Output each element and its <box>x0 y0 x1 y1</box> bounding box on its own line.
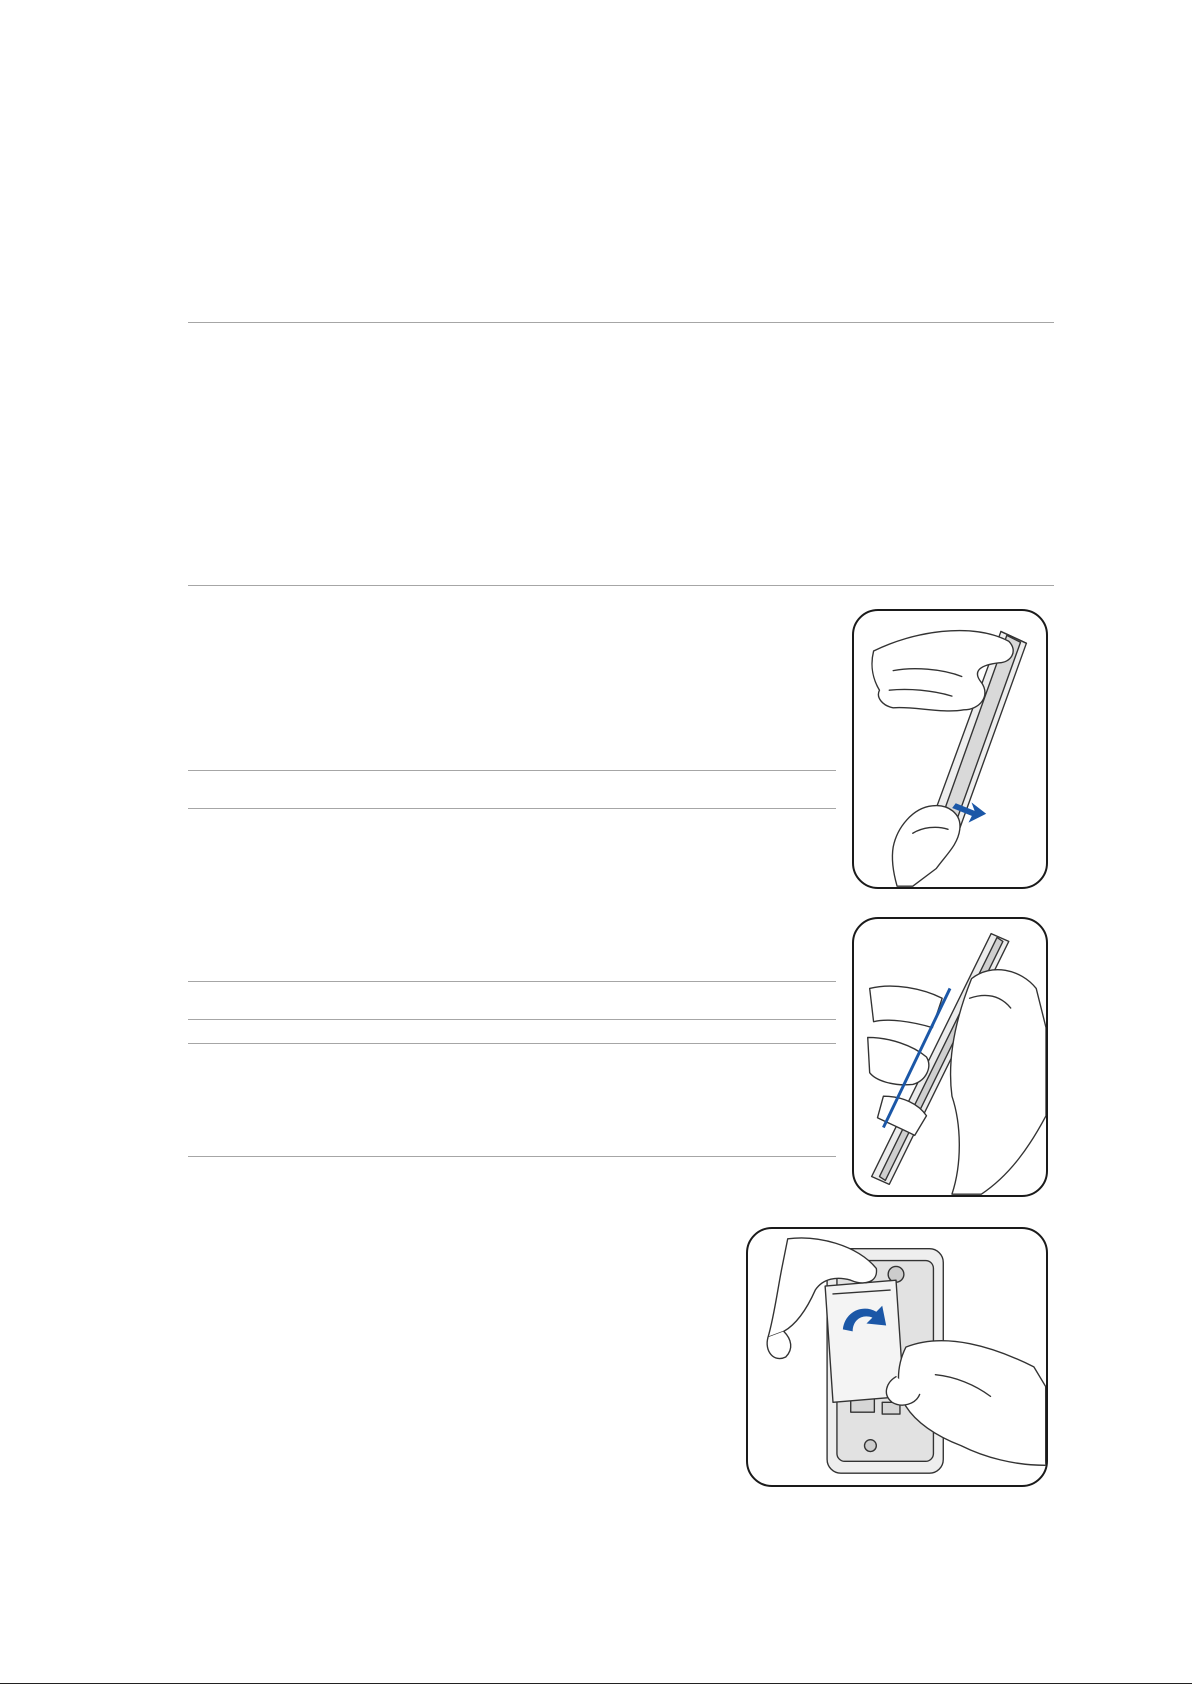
table-row-divider-4 <box>188 1019 836 1020</box>
table-row-divider-6 <box>188 1156 836 1157</box>
pry-cover-illustration <box>852 917 1048 1197</box>
remove-cover-illustration <box>852 609 1048 889</box>
table-row-divider-5 <box>188 1043 836 1044</box>
section-divider-1 <box>188 322 1054 323</box>
footer-rule <box>0 1683 1192 1684</box>
hand-pulling-cover-icon <box>854 611 1046 887</box>
hand-prying-cover-icon <box>854 919 1046 1195</box>
table-row-divider-2 <box>188 808 836 809</box>
table-row-divider-1 <box>188 770 836 771</box>
section-divider-2 <box>188 585 1054 586</box>
battery-removal-icon <box>748 1229 1046 1485</box>
remove-battery-illustration <box>746 1227 1048 1487</box>
table-row-divider-3 <box>188 981 836 982</box>
